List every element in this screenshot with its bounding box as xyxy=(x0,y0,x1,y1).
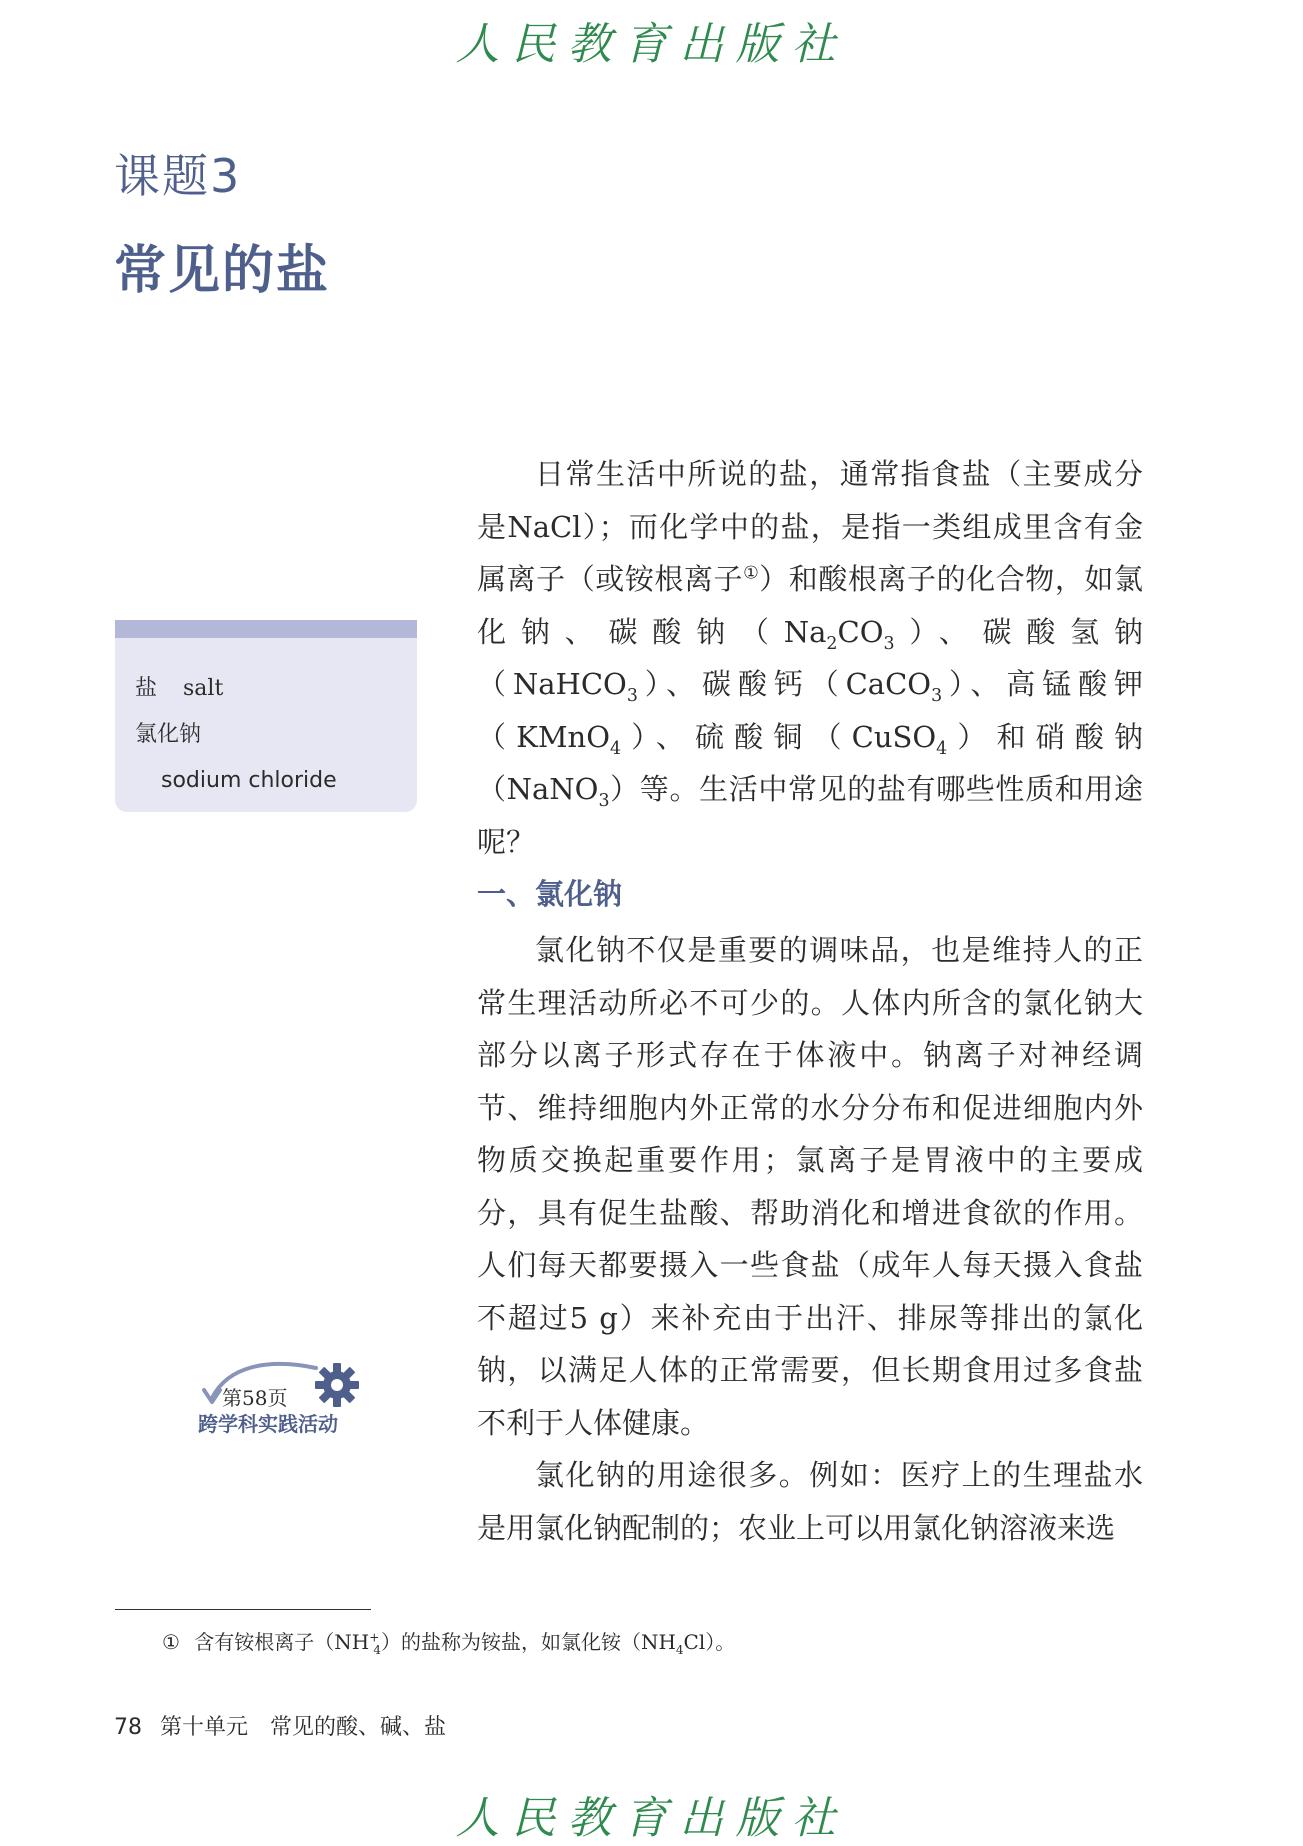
unit-title: 第十单元 常见的酸、碱、盐 xyxy=(160,1715,447,1740)
lesson-number: 课题3 xyxy=(114,149,242,203)
page-number: 78 xyxy=(114,1715,142,1740)
link-page-number: 第58页 xyxy=(222,1386,288,1410)
footnote-marker: ① xyxy=(162,1630,180,1654)
section-body xyxy=(477,924,1143,1554)
cross-reference-link[interactable] xyxy=(198,1360,368,1440)
vocab-term-en: salt xyxy=(183,676,224,701)
publisher-watermark-top: 人民教育出版社 xyxy=(455,19,848,70)
vocab-term-zh: 盐 xyxy=(135,676,158,701)
footnote-marker: ① xyxy=(743,563,760,584)
footnote: ① 含有铵根离子$(NH^+_4)$的盐称为铵盐，如氯化铵$(NH_4Cl)$。 xyxy=(162,1630,736,1657)
section-heading: 一、氯化钠 xyxy=(477,877,623,911)
link-label: 跨学科实践活动 xyxy=(198,1412,338,1436)
vocab-term-zh: 氯化钠 xyxy=(135,722,202,747)
publisher-watermark-bottom: 人民教育出版社 xyxy=(455,1793,848,1844)
footnote-divider xyxy=(115,1609,371,1610)
body-paragraph: 氯化钠不仅是重要的调味品，也是维持人的正常生理活动所必不可少的。人体内所含的氯化钠大部分以离子形式存在于体液中。钠离子对神经调节、维持细胞内外正常的水分分布和促进细胞内外物质交换起重要作用；氯离子是胃液中的主要成分，具有促生盐酸、帮助消化和增进食欲的作用。人们每天都要摄入一些食盐（成年人每天摄入食盐不超过5 g）来补充由于出汗、排尿等排出的氯化钠，以满足人体的正常需要，但长期食用过多食盐不利于人体健康。 xyxy=(477,933,1143,1440)
intro-paragraph: 日常生活中所说的盐，通常指食盐（主要成分是NaCl）；而化学中的盐，是指一类组成里含有金属离子（或铵根离子①）和酸根离子的化合物，如氯化钠、碳酸钠$(Na_2CO_3)$、碳酸氢钠（NaHCO$_3$）、碳酸钙（CaCO$_3$）、高锰酸钾（KMnO$_4$）、硫酸铜（CuSO$_4$）和硝酸钠（NaNO$_3$）等。生活中常见的盐有哪些性质和用途呢？ xyxy=(477,457,1143,859)
vocabulary-box xyxy=(115,620,417,812)
vocab-term-en: sodium chloride xyxy=(161,768,337,793)
gear-icon xyxy=(314,1362,360,1408)
vocab-item xyxy=(135,712,417,758)
page-footer xyxy=(114,1710,446,1741)
lesson-title: 常见的盐 xyxy=(114,241,331,301)
body-paragraph: 氯化钠的用途很多。例如：医疗上的生理盐水是用氯化钠配制的；农业上可以用氯化钠溶液来选 xyxy=(477,1458,1143,1545)
vocab-item xyxy=(135,666,417,712)
